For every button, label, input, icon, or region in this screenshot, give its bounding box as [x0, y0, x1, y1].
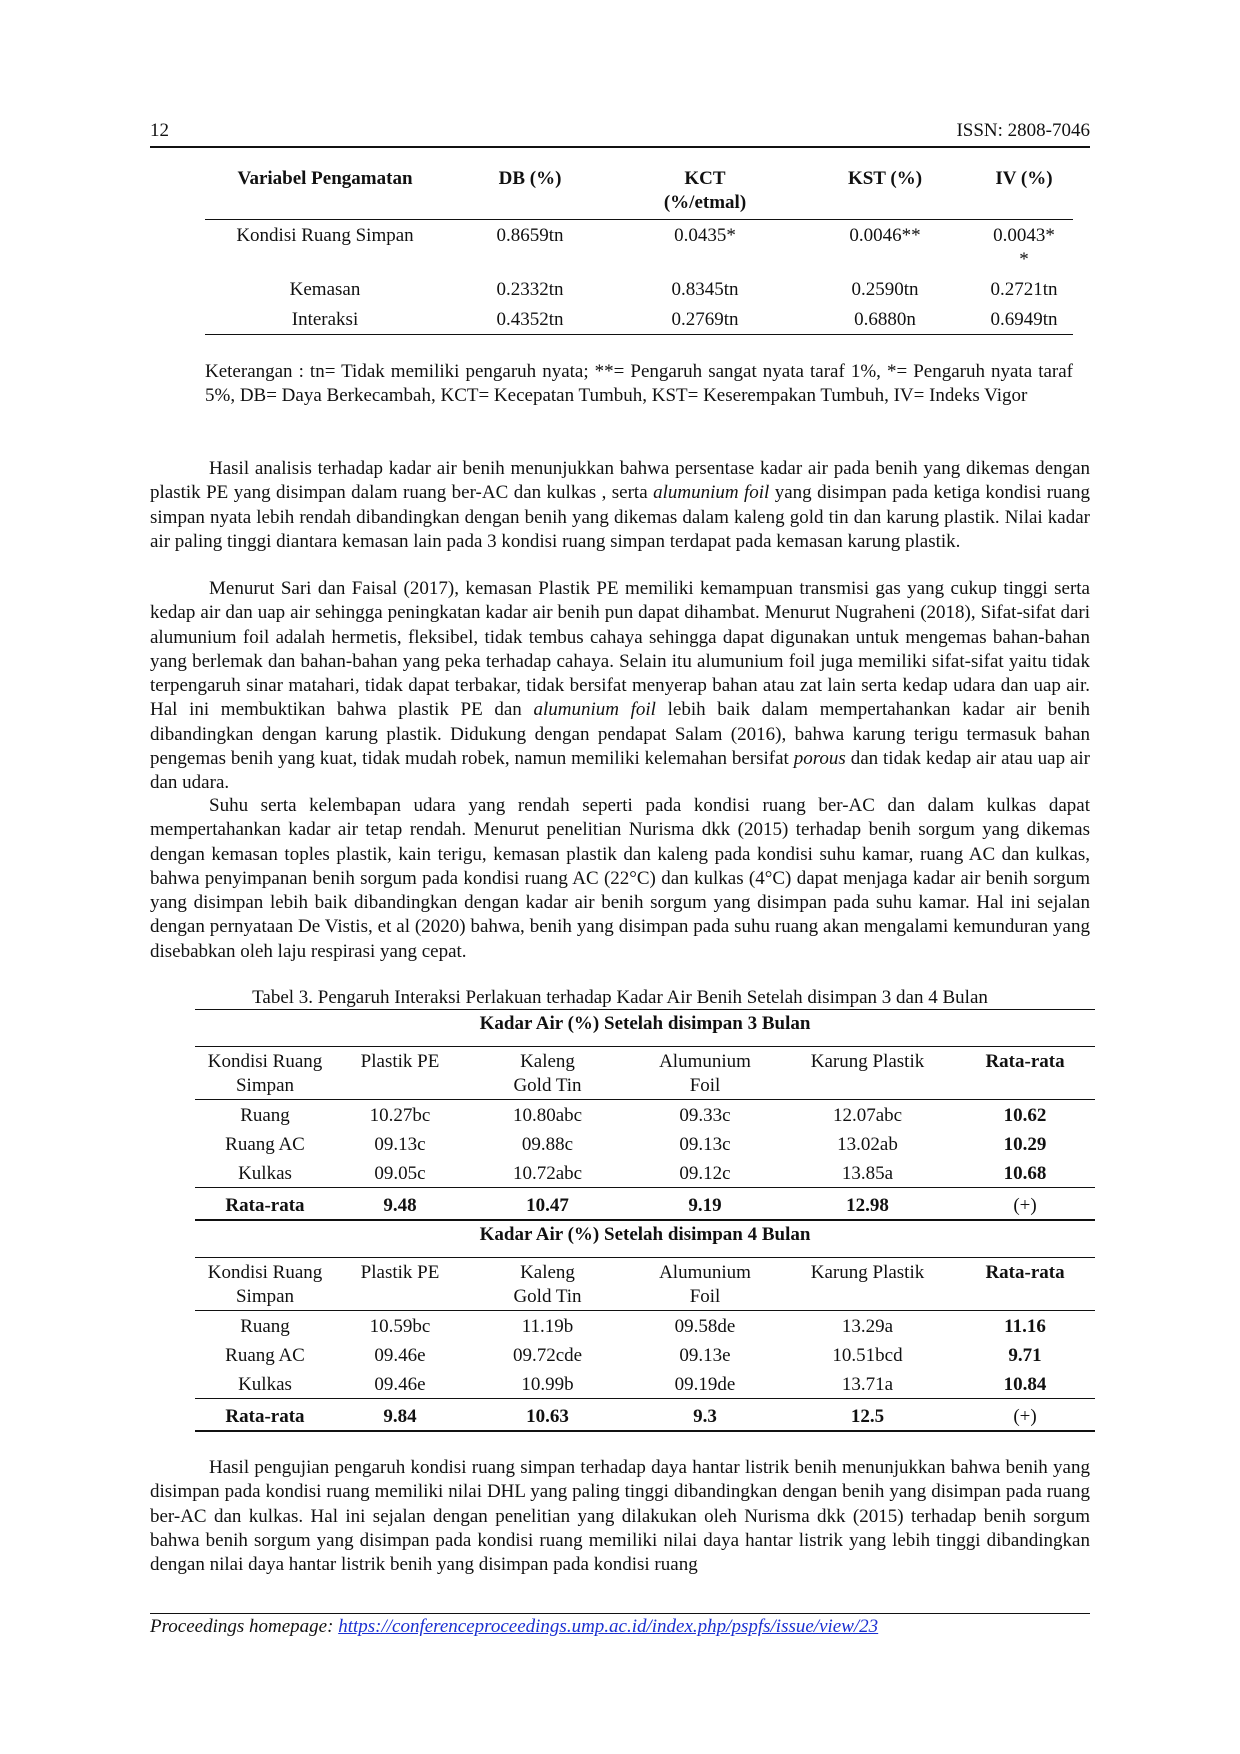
table-cell: 0.0043** — [993, 225, 1055, 270]
table-cell: 11.19b — [521, 1316, 574, 1337]
column-header: Kondisi Ruang Simpan — [195, 1047, 335, 1100]
table-cell: 10.27bc — [369, 1105, 431, 1126]
table-cell: 10.51bcd — [832, 1345, 903, 1366]
italic-term: porous — [793, 748, 846, 770]
column-header: Variabel Pengamatan — [205, 165, 445, 220]
column-header: Alumunium Foil — [630, 1047, 780, 1100]
table-cell: 9.19 — [630, 1188, 780, 1221]
italic-term: alumunium foil — [533, 699, 656, 721]
table-cell: 0.8345tn — [671, 279, 739, 300]
table-cell: 0.0046** — [849, 225, 921, 246]
text-run: Menurut Sari dan Faisal (2017), kemasan Plastik PE memiliki kemampuan transmisi gas yang cukup tinggi serta kedap air dan uap air sehingga peningkatan kadar air benih pun dapat dihambat. Menurut Nugraheni (2018), Sifat-sifat dari alumunium foil adalah hermetis, fleksibel, tidak tembus cahaya sehingga dapat digunakan untuk mengemas bahan-bahan yang berlemak dan bahan-bahan yang peka terhadap cahaya. Selain itu alumunium foil juga memiliki sifat-sifat yaitu tidak terpengaruh sinar matahari, tidak dapat terbakar, tidak bersifat menyerap bahan atau zat lain serta kedap udara dan uap air. Hal ini membuktikan bahwa plastik PE dan — [150, 578, 1090, 721]
table-cell: 09.05c — [374, 1163, 426, 1184]
table-cell: Kulkas — [238, 1374, 292, 1395]
table-cell: 13.85a — [841, 1163, 894, 1184]
paragraph-3 — [150, 794, 1090, 964]
table-cell: 0.4352tn — [445, 304, 615, 335]
table-header-row — [195, 1258, 1095, 1311]
table-3-moisture — [195, 1009, 1095, 1432]
footer-label: Proceedings homepage: — [150, 1616, 339, 1637]
table-cell: 09.13c — [679, 1134, 731, 1155]
table-row — [195, 1100, 1095, 1130]
section-title: Kadar Air (%) Setelah disimpan 4 Bulan — [195, 1220, 1095, 1258]
table-header-row — [195, 1047, 1095, 1100]
table-cell: Rata-rata — [195, 1188, 335, 1221]
section-title: Kadar Air (%) Setelah disimpan 3 Bulan — [195, 1010, 1095, 1047]
text-run: Hasil analisis terhadap kadar air benih menunjukkan bahwa persentase kadar air pada benih yang dikemas dengan plastik PE yang disimpan dalam ruang ber-AC dan kulkas , serta — [150, 458, 1090, 504]
section-title-row — [195, 1010, 1095, 1047]
table-header-row — [205, 165, 1073, 220]
table-cell: Interaksi — [205, 304, 445, 335]
column-header: Kondisi Ruang Simpan — [195, 1258, 335, 1311]
table-cell: 0.6880n — [795, 304, 975, 335]
table-cell: 0.2769tn — [615, 304, 795, 335]
table-cell: 9.3 — [630, 1399, 780, 1432]
column-header: KST (%) — [795, 165, 975, 220]
table-cell: 09.12c — [679, 1163, 731, 1184]
table-cell: 10.47 — [465, 1188, 630, 1221]
page-header — [150, 118, 1090, 148]
column-header: DB (%) — [445, 165, 615, 220]
table-cell: 09.88c — [521, 1134, 574, 1155]
proceedings-homepage-link[interactable]: https://conferenceproceedings.ump.ac.id/index.php/pspfs/issue/view/23 — [338, 1616, 879, 1637]
text-run: dan tidak kedap air atau uap air dan udara. — [150, 748, 1090, 794]
table-cell: 13.29a — [841, 1316, 894, 1337]
table-cell: 9.71 — [1008, 1345, 1042, 1366]
paragraph-text: Hasil pengujian pengaruh kondisi ruang simpan terhadap daya hantar listrik benih menunjukkan bahwa benih yang disimpan pada kondisi ruang memiliki nilai DHL yang paling tinggi dibandingkan dengan benih yang disimpan pada ruang ber-AC dan kulkas. Hal ini sejalan dengan penelitian yang dilakukan oleh Nurisma dkk (2015) terhadap benih sorgum bahwa benih sorgum yang disimpan pada kondisi ruang memiliki nilai daya hantar listrik yang lebih tinggi dibandingkan dengan nilai daya hantar listrik benih yang disimpan pada kondisi ruang — [150, 1457, 1090, 1576]
column-header: Rata-rata — [955, 1258, 1095, 1311]
table-cell: Kemasan — [289, 279, 361, 300]
table-cell: 11.16 — [1004, 1316, 1046, 1337]
table-cell: 0.2721tn — [990, 279, 1058, 300]
column-header: Karung Plastik — [780, 1258, 955, 1311]
table-cell: 0.2332tn — [496, 279, 564, 300]
table-cell: 10.63 — [465, 1399, 630, 1432]
column-header: Plastik PE — [335, 1047, 465, 1100]
table-row — [195, 1129, 1095, 1158]
table-cell: Kulkas — [238, 1163, 292, 1184]
table-cell: Ruang — [240, 1316, 290, 1337]
table-cell: 09.46e — [374, 1374, 426, 1395]
table-cell: 10.99b — [521, 1374, 574, 1395]
text-run: yang disimpan pada ketiga kondisi ruang simpan nyata lebih rendah dibandingkan dengan benih yang dikemas dalam kaleng gold tin dan karung plastik. Nilai kadar air paling tinggi diantara kemasan lain pada 3 kondisi ruang simpan terdapat pada kemasan karung plastik. — [150, 482, 1090, 552]
column-header: Rata-rata — [955, 1047, 1095, 1100]
italic-term: alumunium foil — [653, 482, 770, 504]
table-cell: (+) — [955, 1399, 1095, 1432]
column-header: Karung Plastik — [780, 1047, 955, 1100]
table-cell: 09.58de — [674, 1316, 736, 1337]
table-row — [195, 1311, 1095, 1341]
section-title-row — [195, 1220, 1095, 1258]
table-row — [205, 220, 1073, 275]
table-cell: 0.6949tn — [975, 304, 1073, 335]
page-footer — [150, 1613, 1090, 1638]
table-row — [205, 274, 1073, 304]
average-row — [195, 1188, 1095, 1221]
table-row — [195, 1369, 1095, 1399]
average-row — [195, 1399, 1095, 1432]
table-row — [205, 304, 1073, 335]
table-cell: 09.33c — [679, 1105, 731, 1126]
table-cell: 09.19de — [674, 1374, 736, 1395]
table-cell: Ruang AC — [225, 1345, 305, 1366]
table-cell: 0.0435* — [674, 225, 736, 246]
table-cell: 10.68 — [1003, 1163, 1047, 1184]
table-cell: Rata-rata — [195, 1399, 335, 1432]
table-cell: 09.13c — [374, 1134, 426, 1155]
column-header: IV (%) — [975, 165, 1073, 220]
table-cell: 10.59bc — [369, 1316, 431, 1337]
table-cell: 13.71a — [841, 1374, 894, 1395]
table-cell: Ruang AC — [225, 1134, 305, 1155]
table-cell: Ruang — [240, 1105, 290, 1126]
table-cell: (+) — [955, 1188, 1095, 1221]
column-header: Kaleng Gold Tin — [465, 1258, 630, 1311]
table-cell: 09.72cde — [512, 1345, 583, 1366]
table-cell: Kondisi Ruang Simpan — [236, 225, 414, 246]
table-cell: 12.98 — [780, 1188, 955, 1221]
table-cell: 12.5 — [780, 1399, 955, 1432]
table-cell: 9.84 — [335, 1399, 465, 1432]
table-cell: 0.2590tn — [851, 279, 919, 300]
table-2-significance — [205, 165, 1073, 335]
paragraph-2 — [150, 577, 1090, 796]
table-3-caption: Tabel 3. Pengaruh Interaksi Perlakuan terhadap Kadar Air Benih Setelah disimpan 3 dan 4 Bulan — [252, 987, 988, 1008]
column-header: Alumunium Foil — [630, 1258, 780, 1311]
table-cell: 09.13e — [679, 1345, 731, 1366]
paragraph-text: Suhu serta kelembapan udara yang rendah seperti pada kondisi ruang ber-AC dan dalam kulkas dapat mempertahankan kadar air tetap rendah. Menurut penelitian Nurisma dkk (2015) terhadap benih sorgum yang dikemas dengan kemasan toples plastik, kain terigu, kemasan plastik dan kaleng pada kondisi suhu kamar, ruang AC dan kulkas, bahwa penyimpanan benih sorgum pada kondisi ruang AC (22°C) dan kulkas (4°C) dapat menjaga kadar air benih sorgum yang disimpan lebih baik dibandingkan dengan kadar air benih sorgum yang disimpan pada suhu kamar. Hal ini sejalan dengan pernyataan De Vistis, et al (2020) bahwa, benih yang disimpan pada suhu ruang akan mengalami kemunduran yang disebabkan oleh laju respirasi yang cepat. — [150, 795, 1090, 962]
table-row — [195, 1158, 1095, 1188]
text-run: lebih baik dalam mempertahankan kadar air benih dibandingkan dengan karung plastik. Didukung dengan pendapat Salam (2016), bahwa karung terigu termasuk bahan pengemas benih yang kuat, tidak mudah robek, namun memiliki kelemahan bersifat — [150, 699, 1090, 770]
table-cell: 09.46e — [374, 1345, 426, 1366]
table-2-note: Keterangan : tn= Tidak memiliki pengaruh nyata; **= Pengaruh sangat nyata taraf 1%, *= Pengaruh nyata taraf 5%, DB= Daya Berkecambah, KCT= Kecepatan Tumbuh, KST= Keserempakan Tumbuh, IV= Indeks Vigor — [205, 361, 1073, 406]
table-cell: 10.62 — [1003, 1105, 1047, 1126]
table-cell: 10.72abc — [512, 1163, 583, 1184]
table-cell: 12.07abc — [832, 1105, 903, 1126]
table-cell: 10.80abc — [512, 1105, 583, 1126]
table-cell: 9.48 — [335, 1188, 465, 1221]
table-cell: 13.02ab — [837, 1134, 898, 1155]
table-cell: 0.8659tn — [496, 225, 564, 246]
column-header: Kaleng Gold Tin — [465, 1047, 630, 1100]
table-row — [195, 1340, 1095, 1369]
column-header: Plastik PE — [335, 1258, 465, 1311]
paragraph-4 — [150, 1456, 1090, 1577]
column-header: KCT (%/etmal) — [615, 165, 795, 220]
table-cell: 10.29 — [1003, 1134, 1047, 1155]
paragraph-1 — [150, 457, 1090, 554]
issn-label: ISSN: 2808-7046 — [956, 120, 1090, 141]
page-number: 12 — [150, 120, 169, 141]
table-cell: 10.84 — [1003, 1374, 1047, 1395]
